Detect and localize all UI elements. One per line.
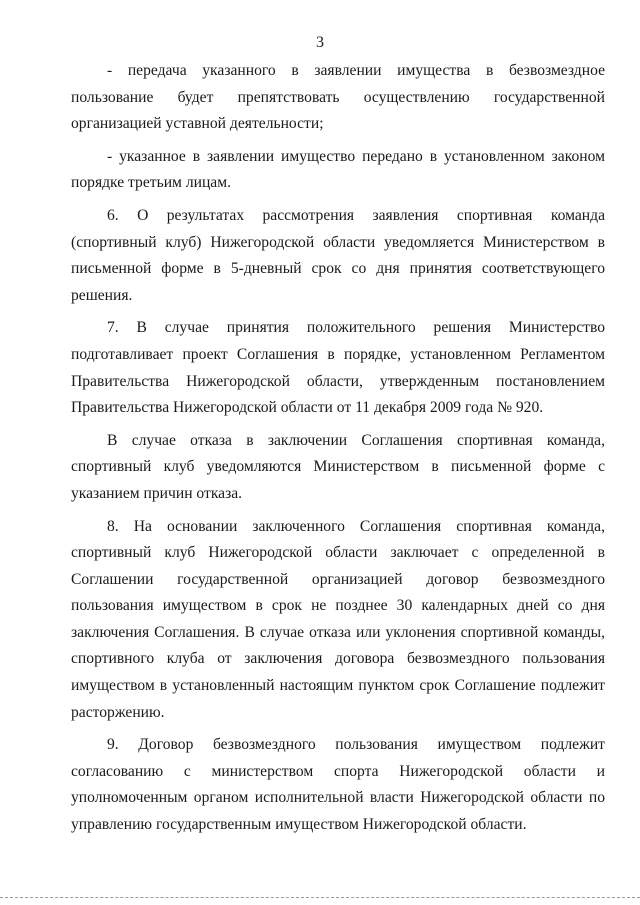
bottom-divider bbox=[0, 897, 640, 898]
document-body bbox=[71, 58, 605, 839]
paragraph-6-notification: 6. О результатах рассмотрения заявления спортивная команда (спортивный клуб) Нижегородской области уведомляется Министерством в письменной форме в 5-дневный срок со дня принятия соответствующего решения. bbox=[71, 206, 605, 304]
paragraph-8-contract: 8. На основании заключенного Соглашения спортивная команда, спортивный клуб Нижегородской области заключает с определенной в Соглашении государственной организацией договор безвозмездного пользования имуществом в срок не позднее 30 календарных дней со дня заключения Соглашения. В случае отказа или уклонения спортивной команды, спортивного клуба от заключения договора безвозмездного пользования имуществом в установленный настоящим пунктом срок Соглашение подлежит расторжению. bbox=[71, 517, 605, 721]
paragraph-9-approval: 9. Договор безвозмездного пользования имуществом подлежит согласованию с министерством спорта Нижегородской области и уполномоченным органом исполнительной власти Нижегородской области по управлению государственным имуществом Нижегородской области. bbox=[71, 736, 605, 834]
paragraph-refusal-notice: В случае отказа в заключении Соглашения спортивная команда, спортивный клуб уведомляются Министерством в письменной форме с указанием причин отказа. bbox=[71, 431, 605, 502]
paragraph-third-parties: - указанное в заявлении имущество передано в установленном законом порядке третьим лицам. bbox=[71, 147, 605, 192]
paragraph-transfer-obstruction: - передача указанного в заявлении имущества в безвозмездное пользование будет препятствовать осуществлению государственной организацией уставной деятельности; bbox=[71, 62, 605, 133]
paragraph-7-positive-decision: 7. В случае принятия положительного решения Министерство подготавливает проект Соглашения в порядке, установленном Регламентом Правительства Нижегородской области, утвержденным постановлением Правительства Нижегородской области от 11 декабря 2009 года № 920. bbox=[71, 319, 605, 417]
page-number: 3 bbox=[316, 34, 324, 51]
